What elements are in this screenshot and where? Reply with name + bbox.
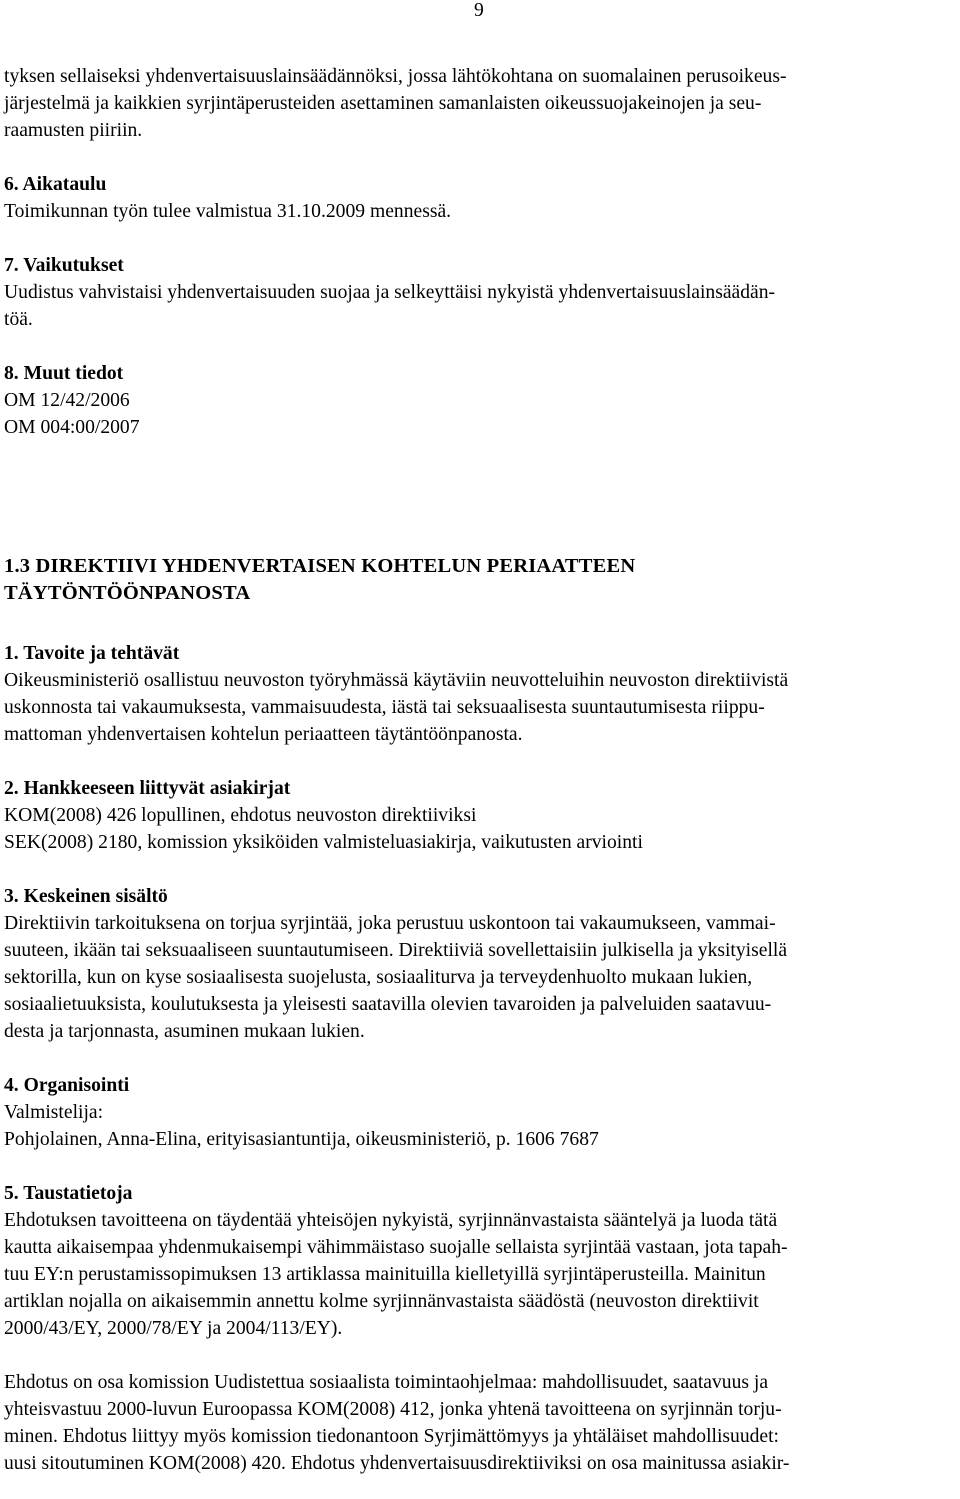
paragraph-line: artiklan nojalla on aikaisemmin annettu kolme syrjinnänvastaista säädöstä (neuvoston direktiivit bbox=[4, 1291, 759, 1312]
section-heading: 7. Vaikutukset bbox=[4, 255, 124, 276]
paragraph-line: töä. bbox=[4, 309, 33, 330]
paragraph-line: uskonnosta tai vakaumuksesta, vammaisuudesta, iästä tai seksuaalisesta suuntautumisesta riippu- bbox=[4, 697, 765, 718]
section-heading: 5. Taustatietoja bbox=[4, 1183, 133, 1204]
paragraph-line: minen. Ehdotus liittyy myös komission tiedonantoon Syrjimättömyys ja yhtäläiset mahdollisuudet: bbox=[4, 1426, 779, 1447]
paragraph-line: OM 004:00/2007 bbox=[4, 417, 140, 438]
paragraph-line: Uudistus vahvistaisi yhdenvertaisuuden suojaa ja selkeyttäisi nykyistä yhdenvertaisuuslainsäädän- bbox=[4, 282, 776, 303]
section-heading: 4. Organisointi bbox=[4, 1075, 130, 1096]
paragraph-line: uusi sitoutuminen KOM(2008) 420. Ehdotus yhdenvertaisuusdirektiiviksi on osa mainitussa asiakir- bbox=[4, 1453, 790, 1474]
paragraph-line: OM 12/42/2006 bbox=[4, 390, 130, 411]
page-number: 9 bbox=[474, 0, 484, 21]
section-heading: 1. Tavoite ja tehtävät bbox=[4, 643, 180, 664]
section-heading: 8. Muut tiedot bbox=[4, 363, 124, 384]
paragraph-line: järjestelmä ja kaikkien syrjintäperusteiden asettaminen samanlaisten oikeussuojakeinojen ja seu- bbox=[4, 93, 762, 114]
paragraph-line: tuu EY:n perustamissopimuksen 13 artiklassa mainituilla kielletyillä syrjintäperusteilla. Mainitun bbox=[4, 1264, 766, 1285]
paragraph-line: 2000/43/EY, 2000/78/EY ja 2004/113/EY). bbox=[4, 1318, 343, 1339]
section-heading: 6. Aikataulu bbox=[4, 174, 107, 195]
paragraph-line: sosiaalietuuksista, koulutuksesta ja yleisesti saatavilla olevien tavaroiden ja palveluiden saatavuu- bbox=[4, 994, 772, 1015]
paragraph-line: SEK(2008) 2180, komission yksiköiden valmisteluasiakirja, vaikutusten arviointi bbox=[4, 832, 643, 853]
paragraph-line: Valmistelija: bbox=[4, 1102, 104, 1123]
section-heading: 2. Hankkeeseen liittyvät asiakirjat bbox=[4, 778, 291, 799]
paragraph-line: Ehdotuksen tavoitteena on täydentää yhteisöjen nykyistä, syrjinnänvastaista sääntelyä ja luoda tätä bbox=[4, 1210, 778, 1231]
paragraph-line: Toimikunnan työn tulee valmistua 31.10.2009 mennessä. bbox=[4, 201, 452, 222]
chapter-heading: TÄYTÖNTÖÖNPANOSTA bbox=[4, 582, 251, 604]
paragraph-line: Pohjolainen, Anna-Elina, erityisasiantuntija, oikeusministeriö, p. 1606 7687 bbox=[4, 1129, 599, 1150]
paragraph-line: mattoman yhdenvertaisen kohtelun periaatteen täytäntöönpanosta. bbox=[4, 724, 523, 745]
section-heading: 3. Keskeinen sisältö bbox=[4, 886, 168, 907]
paragraph-line: tyksen sellaiseksi yhdenvertaisuuslainsäädännöksi, jossa lähtökohtana on suomalainen perusoikeus- bbox=[4, 66, 787, 87]
paragraph-line: raamusten piiriin. bbox=[4, 120, 143, 141]
paragraph-line: Oikeusministeriö osallistuu neuvoston työryhmässä käytäviin neuvotteluihin neuvoston direktiivistä bbox=[4, 670, 789, 691]
paragraph-line: suuteen, ikään tai seksuaaliseen suuntautumiseen. Direktiiviä sovellettaisiin julkisella ja yksityisellä bbox=[4, 940, 788, 961]
paragraph-line: Direktiivin tarkoituksena on torjua syrjintää, joka perustuu uskontoon tai vakaumukseen, vammai- bbox=[4, 913, 776, 934]
chapter-heading: 1.3 DIREKTIIVI YHDENVERTAISEN KOHTELUN PERIAATTEEN bbox=[4, 555, 636, 577]
paragraph-line: yhteisvastuu 2000-luvun Euroopassa KOM(2008) 412, jonka yhtenä tavoitteena on syrjinnän torju- bbox=[4, 1399, 782, 1420]
paragraph-line: kautta aikaisempaa yhdenmukaisempi vähimmäistaso suojalle sellaista syrjintää vastaan, jota tapah- bbox=[4, 1237, 788, 1258]
paragraph-line: desta ja tarjonnasta, asuminen mukaan lukien. bbox=[4, 1021, 365, 1042]
paragraph-line: Ehdotus on osa komission Uudistettua sosiaalista toimintaohjelmaa: mahdollisuudet, saatavuus ja bbox=[4, 1372, 769, 1393]
paragraph-line: sektorilla, kun on kyse sosiaalisesta suojelusta, sosiaaliturva ja terveydenhuolto mukaan lukien, bbox=[4, 967, 753, 988]
paragraph-line: KOM(2008) 426 lopullinen, ehdotus neuvoston direktiiviksi bbox=[4, 805, 477, 826]
